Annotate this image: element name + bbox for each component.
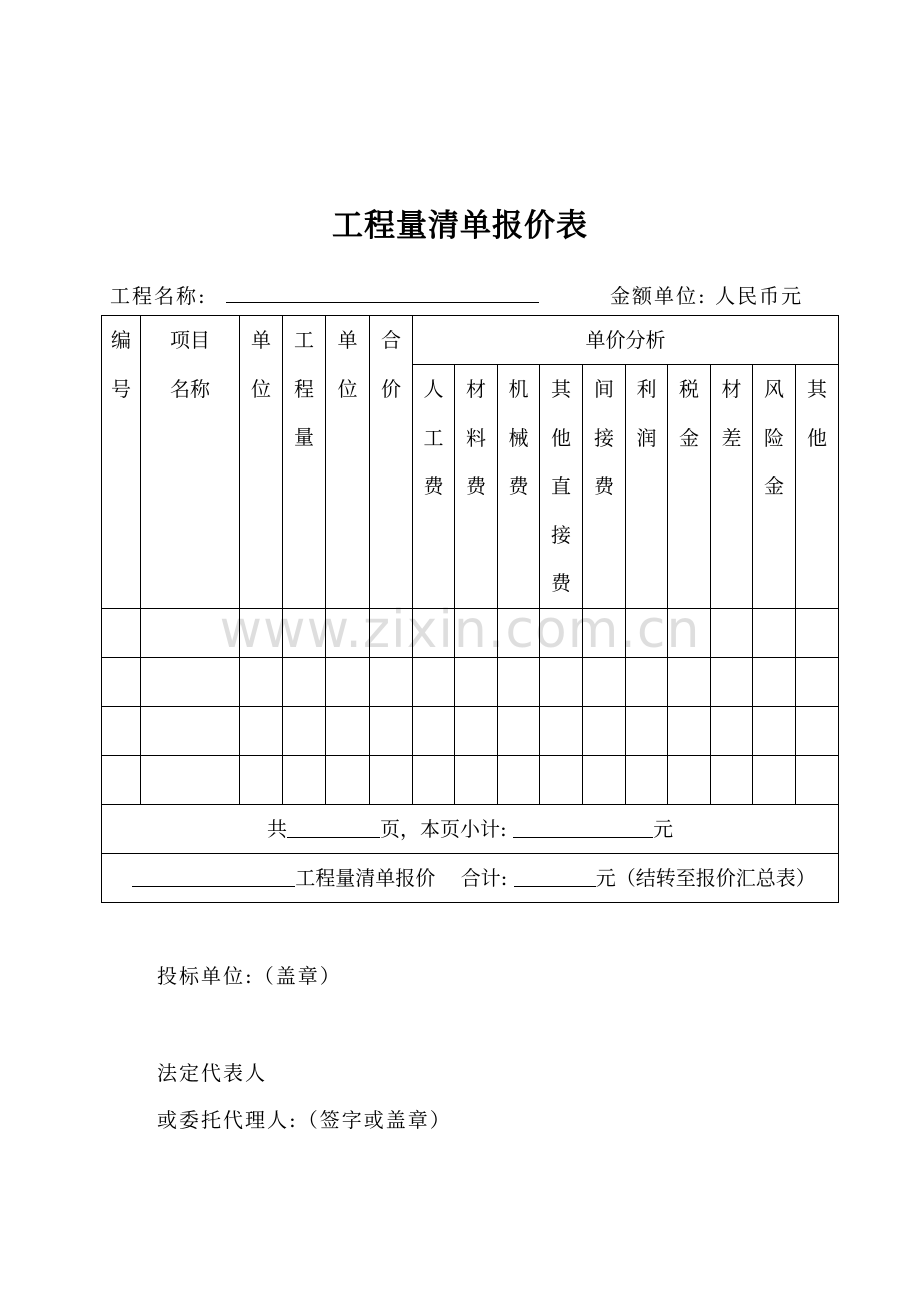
table-cell[interactable]: [102, 755, 141, 804]
table-cell[interactable]: [626, 706, 668, 755]
project-name-field[interactable]: [226, 302, 539, 303]
header-analysis-col-5: 利 润: [626, 365, 668, 609]
authorized-agent-label: 或委托代理人:（签字或盖章）: [157, 1108, 452, 1132]
table-cell[interactable]: [711, 755, 753, 804]
header-number: 编 号: [102, 316, 141, 609]
header-unit: 单 位: [240, 316, 283, 609]
table-cell[interactable]: [626, 755, 668, 804]
table-row: [102, 706, 839, 755]
project-name-label: 工程名称:: [110, 284, 207, 308]
table-cell[interactable]: [141, 755, 240, 804]
table-cell[interactable]: [455, 657, 498, 706]
table-cell[interactable]: [540, 657, 583, 706]
table-cell[interactable]: [753, 706, 796, 755]
table-cell[interactable]: [370, 657, 413, 706]
header-item-name: 项目 名称: [141, 316, 240, 609]
header-analysis-col-7: 材 差: [711, 365, 753, 609]
table-cell[interactable]: [668, 657, 711, 706]
table-cell[interactable]: [326, 608, 370, 657]
table-row: [102, 657, 839, 706]
table-cell[interactable]: [413, 657, 455, 706]
table-cell[interactable]: [413, 706, 455, 755]
table-cell[interactable]: [711, 706, 753, 755]
grand-total-row: 工程量清单报价 合计: 元（结转至报价汇总表）: [102, 853, 839, 902]
table-cell[interactable]: [753, 657, 796, 706]
header-analysis-col-2: 机 械 费: [498, 365, 540, 609]
header-analysis-col-1: 材 料 费: [455, 365, 498, 609]
quote-table: [101, 315, 839, 903]
table-cell[interactable]: [796, 657, 839, 706]
table-cell[interactable]: [370, 755, 413, 804]
table-cell[interactable]: [455, 706, 498, 755]
table-cell[interactable]: [413, 755, 455, 804]
grand-total-field[interactable]: [514, 864, 596, 887]
table-cell[interactable]: [796, 608, 839, 657]
header-analysis-col-8: 风 险 金: [753, 365, 796, 609]
table-cell[interactable]: [626, 657, 668, 706]
bill-prefix-field[interactable]: [132, 864, 295, 887]
table-cell[interactable]: [283, 755, 326, 804]
header-analysis-col-6: 税 金: [668, 365, 711, 609]
currency-unit-label: 金额单位: 人民币元: [610, 284, 804, 308]
table-cell[interactable]: [240, 608, 283, 657]
table-row: [102, 608, 839, 657]
table-cell[interactable]: [668, 755, 711, 804]
bidder-seal-label: 投标单位:（盖章）: [157, 964, 342, 988]
page-count-field[interactable]: [287, 815, 380, 838]
table-cell[interactable]: [283, 657, 326, 706]
header-quantity: 工 程 量: [283, 316, 326, 609]
table-cell[interactable]: [102, 706, 141, 755]
table-cell[interactable]: [498, 657, 540, 706]
legal-representative-label: 法定代表人: [157, 1061, 267, 1085]
table-cell[interactable]: [540, 755, 583, 804]
table-cell[interactable]: [796, 755, 839, 804]
table-cell[interactable]: [540, 608, 583, 657]
table-cell[interactable]: [283, 706, 326, 755]
table-cell[interactable]: [141, 608, 240, 657]
header-analysis-col-3: 其 他 直 接 费: [540, 365, 583, 609]
page-subtotal-field[interactable]: [513, 815, 653, 838]
table-cell[interactable]: [370, 706, 413, 755]
table-cell[interactable]: [455, 755, 498, 804]
table-cell[interactable]: [141, 657, 240, 706]
table-cell[interactable]: [283, 608, 326, 657]
table-cell[interactable]: [583, 608, 626, 657]
table-cell[interactable]: [711, 657, 753, 706]
table-cell[interactable]: [583, 706, 626, 755]
header-total: 合 价: [370, 316, 413, 609]
table-cell[interactable]: [413, 608, 455, 657]
table-cell[interactable]: [668, 608, 711, 657]
header-analysis-col-0: 人 工 费: [413, 365, 455, 609]
table-cell[interactable]: [498, 706, 540, 755]
table-cell[interactable]: [102, 657, 141, 706]
table-cell[interactable]: [240, 706, 283, 755]
page-title: 工程量清单报价表: [332, 208, 588, 244]
table-cell[interactable]: [240, 657, 283, 706]
table-cell[interactable]: [326, 657, 370, 706]
table-cell[interactable]: [668, 706, 711, 755]
table-cell[interactable]: [583, 657, 626, 706]
table-cell[interactable]: [583, 755, 626, 804]
table-cell[interactable]: [626, 608, 668, 657]
table-cell[interactable]: [455, 608, 498, 657]
watermark: www.zixin.com.cn: [219, 600, 701, 660]
table-cell[interactable]: [796, 706, 839, 755]
table-cell[interactable]: [498, 755, 540, 804]
header-price-analysis: 单价分析: [413, 316, 839, 365]
table-cell[interactable]: [498, 608, 540, 657]
table-cell[interactable]: [326, 755, 370, 804]
table-cell[interactable]: [240, 755, 283, 804]
page-subtotal-row: 共 页，本页小计: 元: [102, 804, 839, 853]
header-analysis-col-9: 其 他: [796, 365, 839, 609]
header-analysis-col-4: 间 接 费: [583, 365, 626, 609]
table-cell[interactable]: [326, 706, 370, 755]
table-cell[interactable]: [753, 608, 796, 657]
table-cell[interactable]: [370, 608, 413, 657]
table-cell[interactable]: [141, 706, 240, 755]
table-cell[interactable]: [753, 755, 796, 804]
table-row: [102, 755, 839, 804]
table-cell[interactable]: [540, 706, 583, 755]
table-cell[interactable]: [102, 608, 141, 657]
header-unit-price: 单 位: [326, 316, 370, 609]
table-cell[interactable]: [711, 608, 753, 657]
